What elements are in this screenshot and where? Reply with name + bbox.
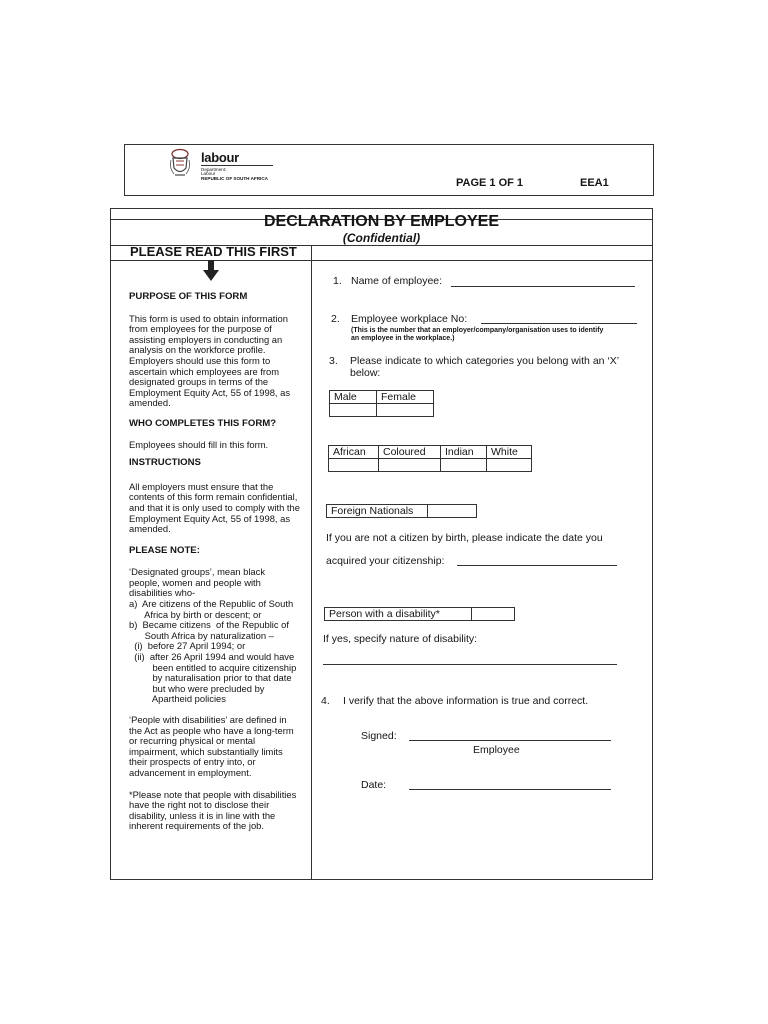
male-checkbox-cell[interactable] <box>330 404 377 417</box>
workplace-number-field[interactable] <box>481 323 637 324</box>
white-checkbox-cell[interactable] <box>487 459 532 472</box>
declaration-form <box>110 208 653 880</box>
african-checkbox-cell[interactable] <box>329 459 379 472</box>
female-checkbox-cell[interactable] <box>377 404 434 417</box>
disability-definition-line: the Act as people who have a long-term <box>129 724 294 736</box>
note-item: by naturalisation prior to that date <box>129 672 292 684</box>
instructions-heading: INSTRUCTIONS <box>129 457 201 469</box>
note-intro-line: ‘Designated groups’, mean black <box>129 566 266 578</box>
q3-line2: below: <box>350 367 381 379</box>
citizenship-date-field[interactable] <box>457 565 617 566</box>
foreign-nationals-table <box>326 504 477 518</box>
q2-label: Employee workplace No: <box>351 313 468 325</box>
q1-label: Name of employee: <box>351 275 443 287</box>
disclosure-note-line: inherent requirements of the job. <box>129 820 264 832</box>
instructions-line: All employers must ensure that the <box>129 480 274 492</box>
logo-country: REPUBLIC OF SOUTH AFRICA <box>201 176 268 181</box>
disability-definition-line: ‘People with disabilities’ are defined in <box>129 714 287 725</box>
gender-option-male: Male <box>330 391 377 404</box>
note-item: but who were precluded by <box>129 682 265 694</box>
logo-rule <box>201 165 273 166</box>
disability-definition-line: impairment, which substantially limits <box>129 745 283 757</box>
signed-label: Signed: <box>361 730 397 742</box>
who-heading: WHO COMPLETES THIS FORM? <box>129 417 277 429</box>
disability-nature-field[interactable] <box>323 664 617 665</box>
citizenship-line2: acquired your citizenship: <box>326 555 445 567</box>
race-option-indian: Indian <box>441 446 487 459</box>
indian-checkbox-cell[interactable] <box>441 459 487 472</box>
gender-option-female: Female <box>377 391 434 404</box>
form-header <box>124 144 654 196</box>
disclosure-note-line: disability, unless it is in line with the <box>129 809 276 821</box>
read-first-heading: PLEASE READ THIS FIRST <box>130 244 297 259</box>
note-item: b) Became citizens of the Republic of <box>129 619 289 631</box>
race-option-coloured: Coloured <box>379 446 441 459</box>
column-divider <box>311 245 312 879</box>
employee-caption: Employee <box>473 744 520 756</box>
foreign-nationals-label: Foreign Nationals <box>327 505 428 518</box>
who-text: Employees should fill in this form. <box>129 438 269 450</box>
q4-label: I verify that the above information is true and correct. <box>343 695 589 707</box>
q2-note-line1: (This is the number that an employer/company/organisation uses to identify <box>351 327 604 334</box>
disability-definition-line: or recurring physical or mental <box>129 735 256 747</box>
logo-wordmark: labour <box>201 150 239 165</box>
note-item: Apartheid policies <box>129 693 226 705</box>
purpose-line: from employees for the purpose of <box>129 323 272 335</box>
citizenship-line1: If you are not a citizen by birth, please indicate the date you <box>326 532 603 544</box>
purpose-section <box>129 292 309 832</box>
purpose-line: assisting employers in conducting an <box>129 333 283 345</box>
purpose-heading: PURPOSE OF THIS FORM <box>129 291 248 302</box>
form-code: EEA1 <box>580 177 609 189</box>
gender-table <box>329 390 434 417</box>
down-arrow-icon <box>203 260 219 282</box>
disability-specify-label: If yes, specify nature of disability: <box>323 633 478 645</box>
signature-field[interactable] <box>409 740 611 741</box>
race-option-african: African <box>329 446 379 459</box>
disclosure-note-line: have the right not to disclose their <box>129 799 270 811</box>
note-item: a) Are citizens of the Republic of South <box>129 598 294 610</box>
q2-number: 2. <box>331 313 340 325</box>
note-item: (ii) after 26 April 1994 and would have <box>129 651 295 663</box>
q1-number: 1. <box>333 275 342 287</box>
section-rule <box>111 260 652 261</box>
instructions-line: contents of this form remain confidential, <box>129 491 298 503</box>
foreign-nationals-checkbox-cell[interactable] <box>428 505 477 518</box>
disability-table <box>324 607 515 621</box>
purpose-line: Employers should use this form to <box>129 354 271 366</box>
purpose-line: Employment Equity Act, 55 of 1998, as <box>129 386 291 398</box>
note-item: South Africa by naturalization – <box>129 629 274 641</box>
note-item: Africa by birth or descent; or <box>129 608 262 620</box>
race-option-white: White <box>487 446 532 459</box>
disability-checkbox-cell[interactable] <box>472 608 515 621</box>
purpose-line: designated groups in terms of the <box>129 376 269 388</box>
page-indicator: PAGE 1 OF 1 <box>456 177 524 189</box>
disability-definition-line: their prospects of entry into, or <box>129 756 256 768</box>
q4-number: 4. <box>321 695 330 707</box>
employee-name-field[interactable] <box>451 286 635 287</box>
instructions-line: and that it is only used to comply with the <box>129 501 300 513</box>
note-intro-line: people, women and people with <box>129 576 261 588</box>
note-item: been entitled to acquire citizenship <box>129 661 297 673</box>
disability-label: Person with a disability* <box>325 608 472 621</box>
purpose-line: amended. <box>129 397 171 409</box>
note-heading: PLEASE NOTE: <box>129 544 200 556</box>
purpose-line: This form is used to obtain information <box>129 312 288 324</box>
form-subtitle: (Confidential) <box>342 231 421 245</box>
race-table <box>328 445 532 472</box>
purpose-line: ascertain which employees are from <box>129 365 280 377</box>
date-field[interactable] <box>409 789 611 790</box>
coat-of-arms-icon <box>169 148 191 178</box>
coloured-checkbox-cell[interactable] <box>379 459 441 472</box>
note-item: (i) before 27 April 1994; or <box>129 640 246 652</box>
q2-note-line2: an employee in the workplace.) <box>351 335 455 342</box>
note-intro-line: disabilities who- <box>129 587 196 599</box>
date-label: Date: <box>361 779 387 791</box>
purpose-line: analysis on the workforce profile. <box>129 344 266 356</box>
form-title: DECLARATION BY EMPLOYEE <box>264 213 499 230</box>
instructions-line: amended. <box>129 523 171 535</box>
q3-number: 3. <box>329 355 338 367</box>
disability-definition-line: advancement in employment. <box>129 766 252 778</box>
logo-dept-line2: Labour <box>201 171 216 176</box>
disclosure-note-line: *Please note that people with disabilities <box>129 788 297 800</box>
logo-dept-line1: Department: <box>201 167 227 172</box>
q3-line1: Please indicate to which categories you belong with an ‘X’ <box>350 355 620 367</box>
instructions-line: Employment Equity Act, 55 of 1998, as <box>129 512 291 524</box>
